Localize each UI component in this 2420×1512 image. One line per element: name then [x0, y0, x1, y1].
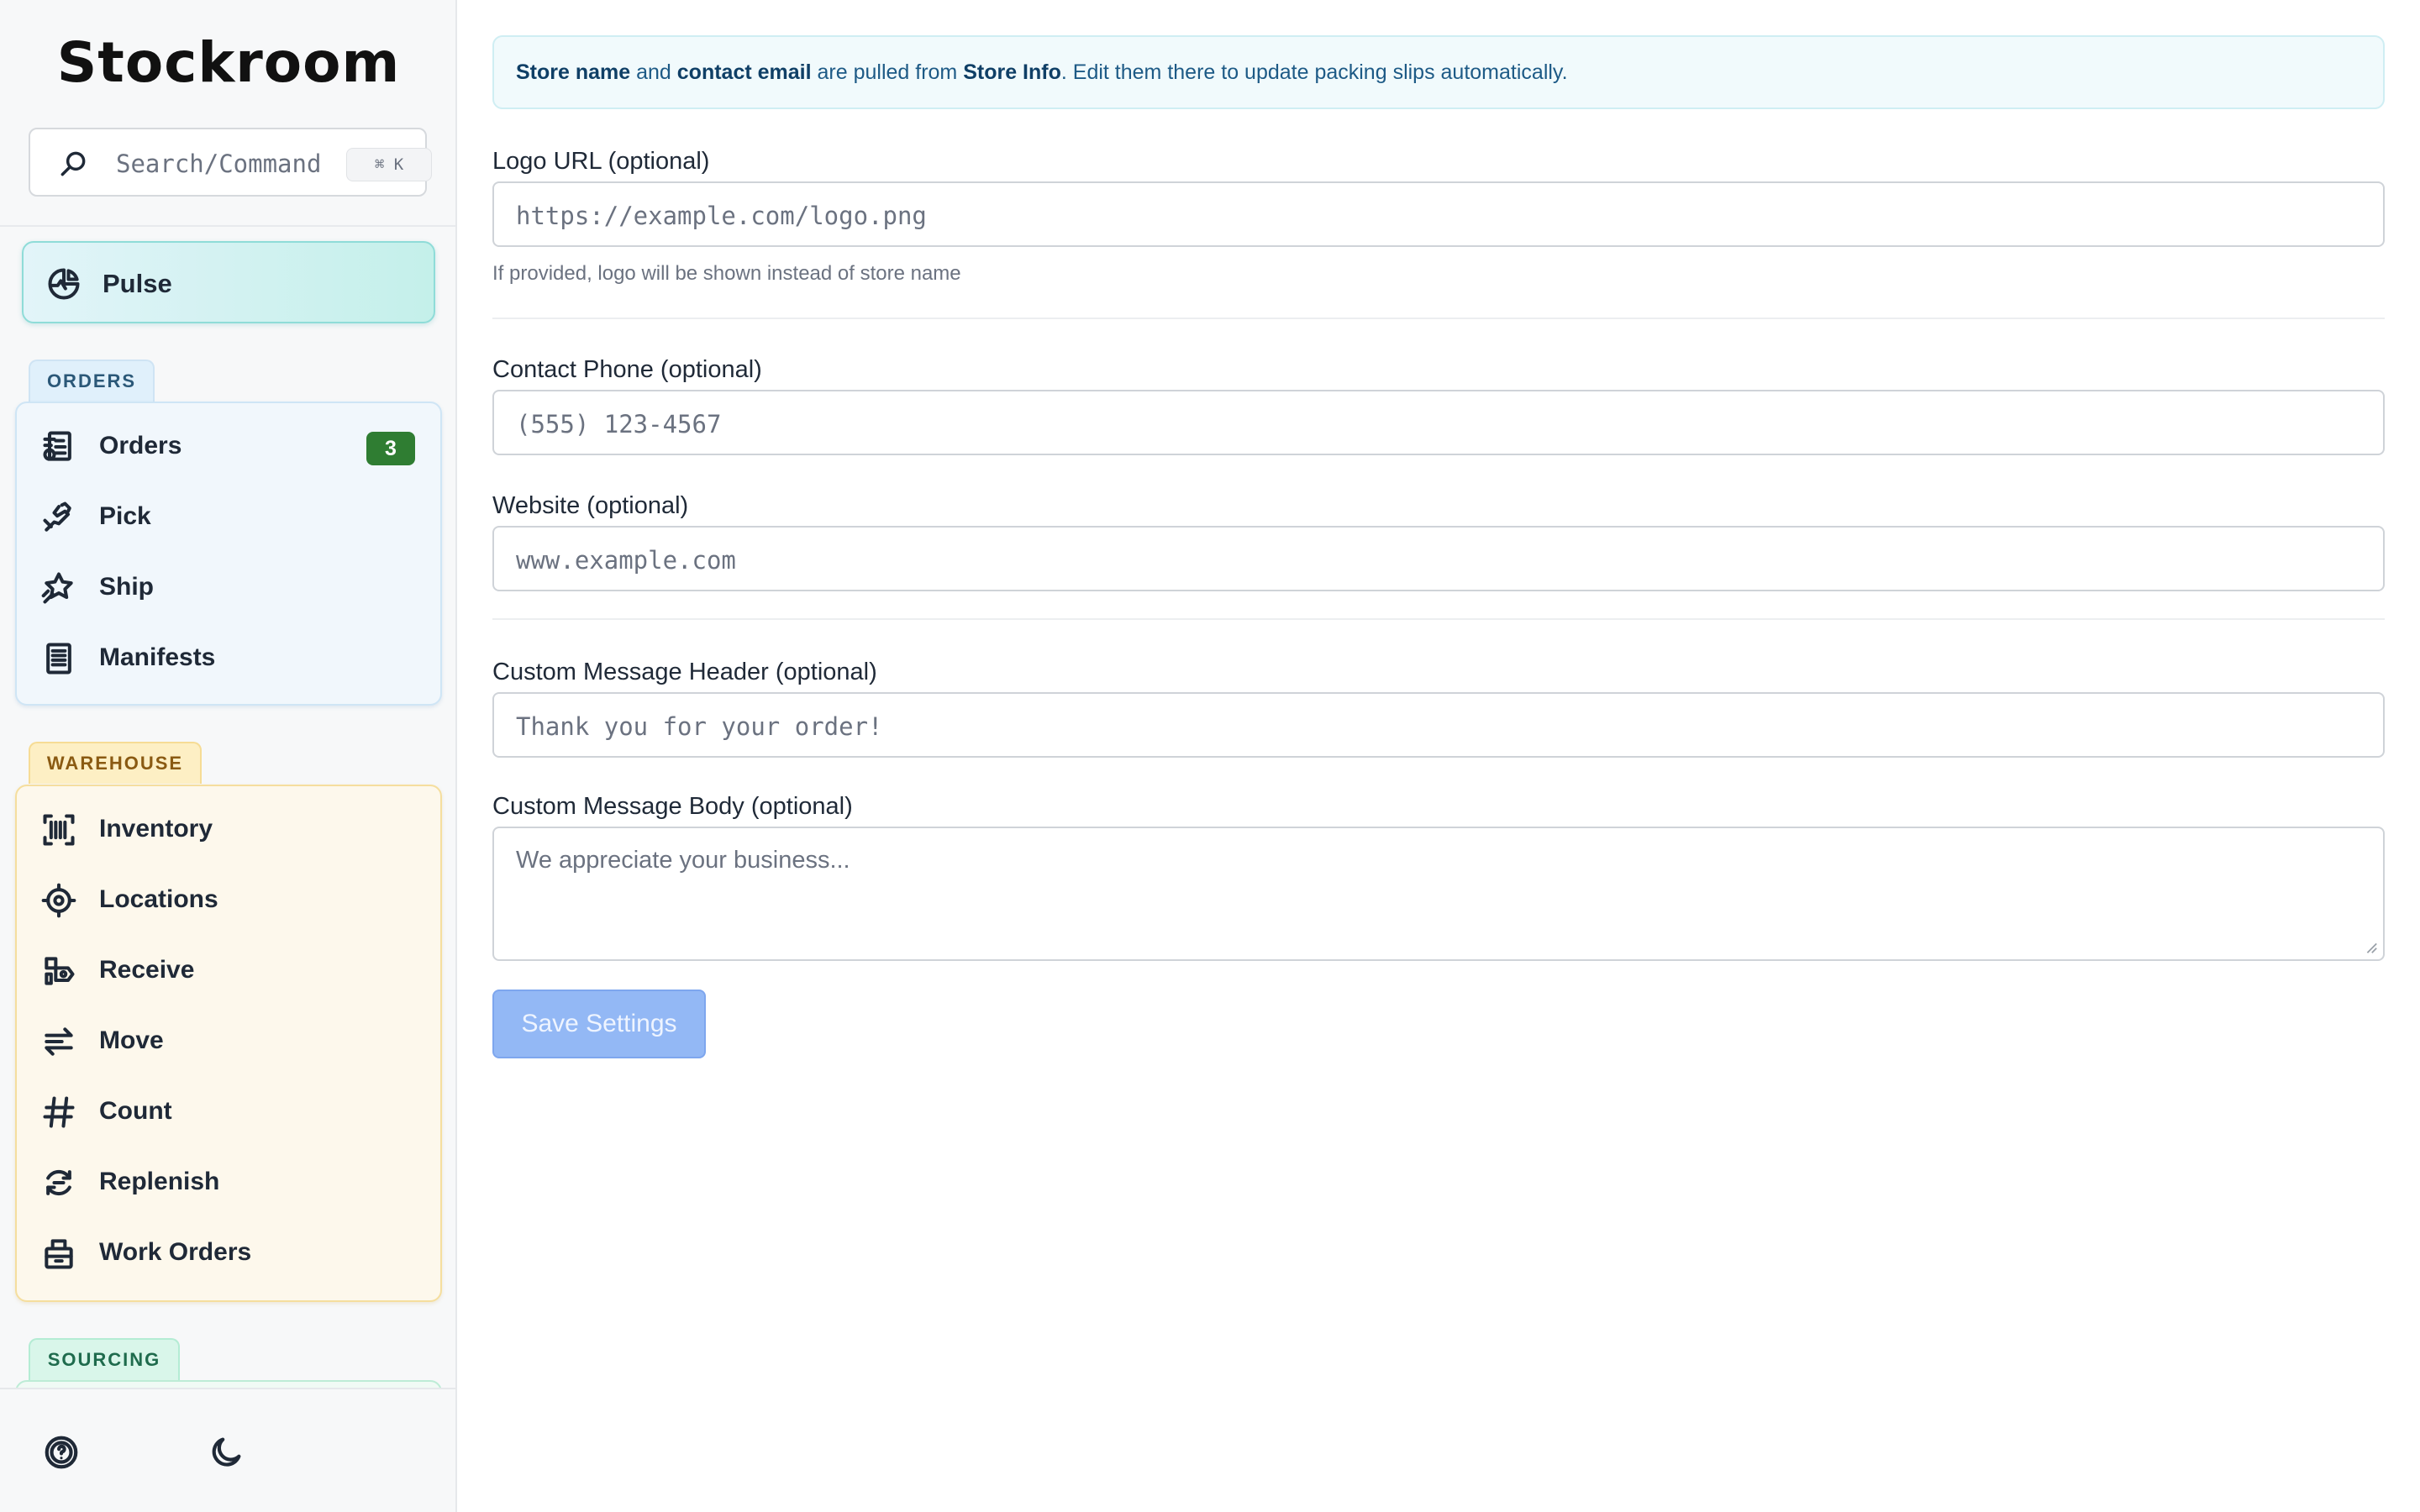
manifest-icon: [40, 640, 77, 677]
website-label: Website (optional): [492, 492, 689, 519]
nav-item-label: Work Orders: [99, 1238, 252, 1266]
nav-item-label: Receive: [99, 956, 195, 984]
crosshair-icon: [40, 882, 77, 919]
help-circle-icon[interactable]: [42, 1433, 81, 1472]
message-header-placeholder: Thank you for your order!: [516, 712, 883, 741]
logo-url-placeholder: https://example.com/logo.png: [516, 202, 927, 230]
nav-item-label: Move: [99, 1026, 164, 1054]
nav-item-label: Orders: [99, 432, 182, 459]
resize-handle-icon[interactable]: [2363, 939, 2378, 954]
arrows-swap-icon: [40, 1023, 77, 1060]
section-sourcing-title: SOURCING: [29, 1338, 180, 1380]
logo-url-hint: If provided, logo will be shown instead of store name: [492, 262, 961, 285]
website-placeholder: www.example.com: [516, 546, 736, 575]
info-banner: [492, 35, 2385, 109]
form-divider: [492, 618, 2385, 620]
search-box[interactable]: [29, 128, 427, 197]
search-placeholder: Search/Command: [116, 150, 322, 178]
contact-phone-label: Contact Phone (optional): [492, 356, 762, 383]
moon-icon[interactable]: [207, 1433, 245, 1472]
nav-item-label: Manifests: [99, 643, 216, 671]
nav-item-label: Replenish: [99, 1168, 220, 1195]
website-input[interactable]: [492, 526, 2385, 591]
contact-phone-placeholder: (555) 123-4567: [516, 410, 722, 438]
nav-item-pick[interactable]: [17, 482, 440, 553]
nav-pulse[interactable]: [22, 241, 435, 323]
sidebar-divider: [0, 225, 457, 227]
nav-item-ship[interactable]: [17, 553, 440, 623]
banner-store-info-link[interactable]: Store Info: [963, 60, 1061, 84]
message-header-input[interactable]: [492, 692, 2385, 758]
nav-item-orders[interactable]: [17, 412, 440, 482]
search-shortcut: ⌘ K: [346, 148, 432, 181]
info-banner-text: [516, 60, 1568, 85]
nav-item-label: Ship: [99, 573, 154, 601]
form-divider: [492, 318, 2385, 319]
settings-main: [459, 0, 2420, 1512]
nav-item-receive[interactable]: [17, 936, 440, 1006]
receive-icon: [40, 953, 77, 990]
section-orders: [15, 402, 442, 706]
nav-item-inventory[interactable]: [17, 795, 440, 865]
nav-item-label: Locations: [99, 885, 218, 913]
message-body-textarea[interactable]: [492, 827, 2385, 961]
app-logo[interactable]: Stockroom: [56, 30, 401, 95]
banner-text-edit: . Edit them there to update packing slips automatically.: [1060, 60, 1568, 84]
nav-item-manifests[interactable]: [17, 623, 440, 694]
nav-item-label: Pick: [99, 502, 151, 530]
section-orders-title: ORDERS: [29, 360, 155, 402]
logo-url-input[interactable]: [492, 181, 2385, 247]
message-body-placeholder: We appreciate your business...: [516, 847, 850, 874]
nav-item-replenish[interactable]: [17, 1147, 440, 1218]
nav-item-locations[interactable]: [17, 865, 440, 936]
logo-url-label: Logo URL (optional): [492, 148, 710, 175]
nav-item-work-orders[interactable]: [17, 1218, 440, 1289]
banner-text-and: and: [630, 60, 677, 84]
save-settings-button[interactable]: Save Settings: [492, 990, 706, 1058]
search-icon: [57, 148, 89, 180]
nav-item-count[interactable]: [17, 1077, 440, 1147]
sidebar: [0, 0, 457, 1512]
work-orders-icon: [40, 1235, 77, 1272]
replenish-icon: [40, 1164, 77, 1201]
nav-pulse-label: Pulse: [103, 269, 172, 298]
barcode-scan-icon: [40, 811, 77, 848]
hand-pick-icon: [40, 499, 77, 536]
orders-count-badge: 3: [366, 432, 415, 465]
sidebar-footer: [0, 1388, 457, 1512]
section-warehouse-title: WAREHOUSE: [29, 742, 202, 784]
banner-contact-email: contact email: [676, 60, 812, 84]
nav-item-move[interactable]: [17, 1006, 440, 1077]
message-body-label: Custom Message Body (optional): [492, 793, 853, 820]
nav-item-label: Inventory: [99, 815, 213, 843]
pulse-chart-icon: [45, 265, 82, 302]
nav-item-label: Count: [99, 1097, 172, 1125]
banner-text-pulled: are pulled from: [811, 60, 964, 84]
message-header-label: Custom Message Header (optional): [492, 659, 877, 685]
contact-phone-input[interactable]: [492, 390, 2385, 455]
ship-icon: [40, 570, 77, 606]
hash-icon: [40, 1094, 77, 1131]
receipt-dollar-icon: [40, 428, 77, 465]
banner-store-name: Store name: [516, 60, 631, 84]
section-warehouse: [15, 785, 442, 1302]
